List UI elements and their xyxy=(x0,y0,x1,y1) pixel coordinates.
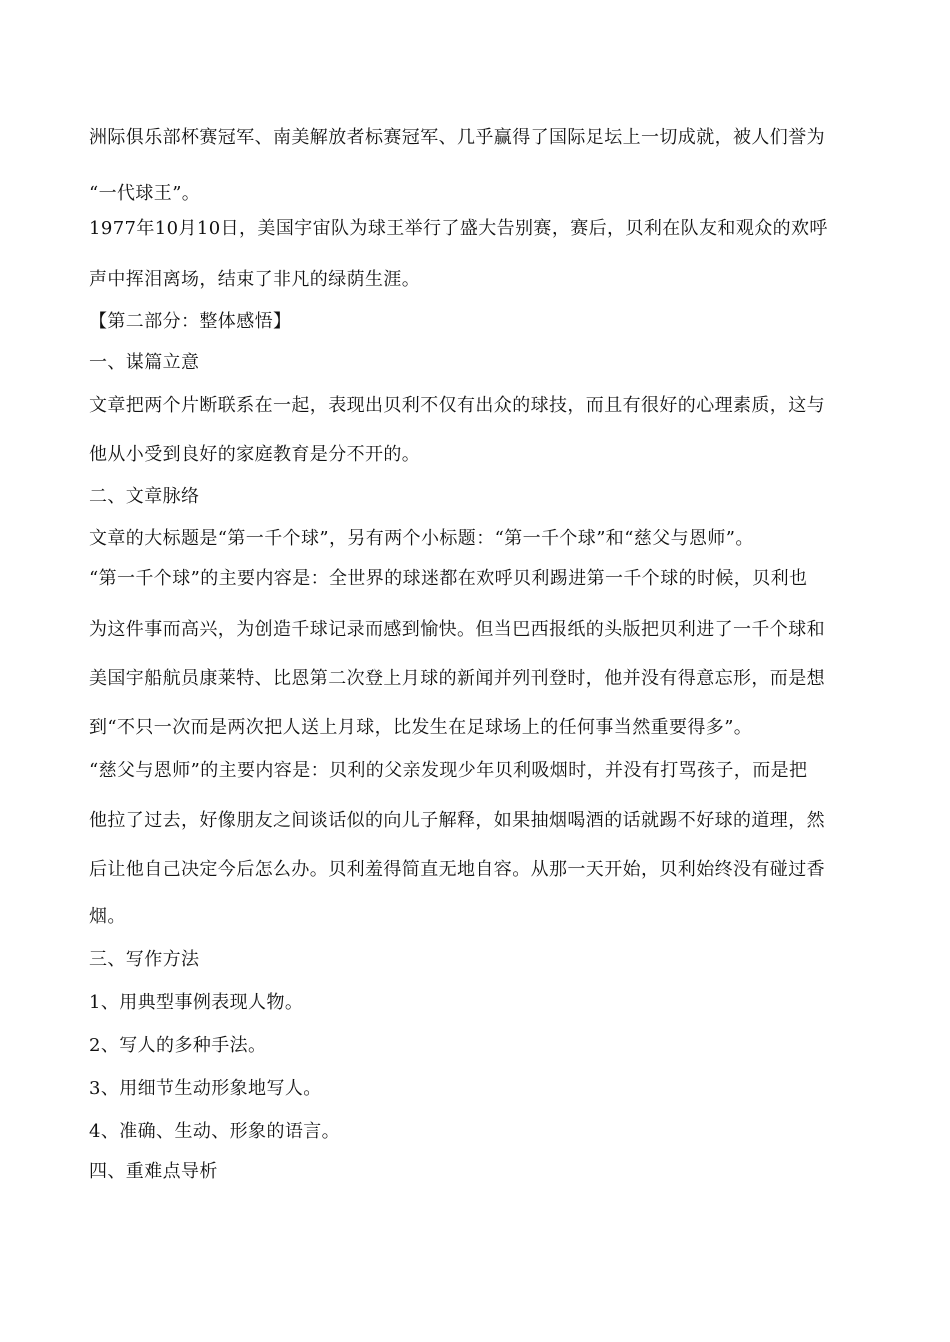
text-line: 洲际俱乐部杯赛冠军、南美解放者标赛冠军、几乎赢得了国际足坛上一切成就，被人们誉为 xyxy=(89,127,825,148)
text-line: 他从小受到良好的家庭教育是分不开的。 xyxy=(89,444,421,465)
subheading: 二、文章脉络 xyxy=(89,486,200,507)
subheading: 三、写作方法 xyxy=(89,949,200,970)
text-line: 到“不只一次而是两次把人送上月球，比发生在足球场上的任何事当然重要得多”。 xyxy=(89,717,753,738)
list-item: 4、准确、生动、形象的语言。 xyxy=(89,1121,341,1142)
list-item: 2、写人的多种手法。 xyxy=(89,1035,267,1056)
text-line: “第一千个球”的主要内容是：全世界的球迷都在欢呼贝利踢进第一千个球的时候，贝利也 xyxy=(89,568,808,589)
text-line: 声中挥泪离场，结束了非凡的绿荫生涯。 xyxy=(89,269,421,290)
list-item: 1、用典型事例表现人物。 xyxy=(89,992,304,1013)
text-line: “慈父与恩师”的主要内容是：贝利的父亲发现少年贝利吸烟时，并没有打骂孩子，而是把 xyxy=(89,760,808,781)
section-heading: 【第二部分：整体感悟】 xyxy=(89,311,292,332)
text-line: 1977年10月10日，美国宇宙队为球王举行了盛大告别赛，赛后，贝利在队友和观众的欢呼 xyxy=(89,218,828,239)
text-line: 后让他自己决定今后怎么办。贝利羞得简直无地自容。从那一天开始，贝利始终没有碰过香 xyxy=(89,859,825,880)
subheading: 一、谋篇立意 xyxy=(89,352,200,373)
subheading: 四、重难点导析 xyxy=(89,1161,218,1182)
text-line: 美国宇船航员康莱特、比恩第二次登上月球的新闻并列刊登时，他并没有得意忘形，而是想 xyxy=(89,668,825,689)
text-line: 文章把两个片断联系在一起，表现出贝利不仅有出众的球技，而且有很好的心理素质，这与 xyxy=(89,395,825,416)
text-line: 他拉了过去，好像朋友之间谈话似的向儿子解释，如果抽烟喝酒的话就踢不好球的道理，然 xyxy=(89,810,825,831)
text-line: 为这件事而高兴，为创造千球记录而感到愉快。但当巴西报纸的头版把贝利进了一千个球和 xyxy=(89,619,825,640)
list-item: 3、用细节生动形象地写人。 xyxy=(89,1078,322,1099)
text-line: 烟。 xyxy=(89,906,126,927)
text-line: 文章的大标题是“第一千个球”，另有两个小标题：“第一千个球”和“慈父与恩师”。 xyxy=(89,528,754,549)
text-line: “一代球王”。 xyxy=(89,183,201,204)
